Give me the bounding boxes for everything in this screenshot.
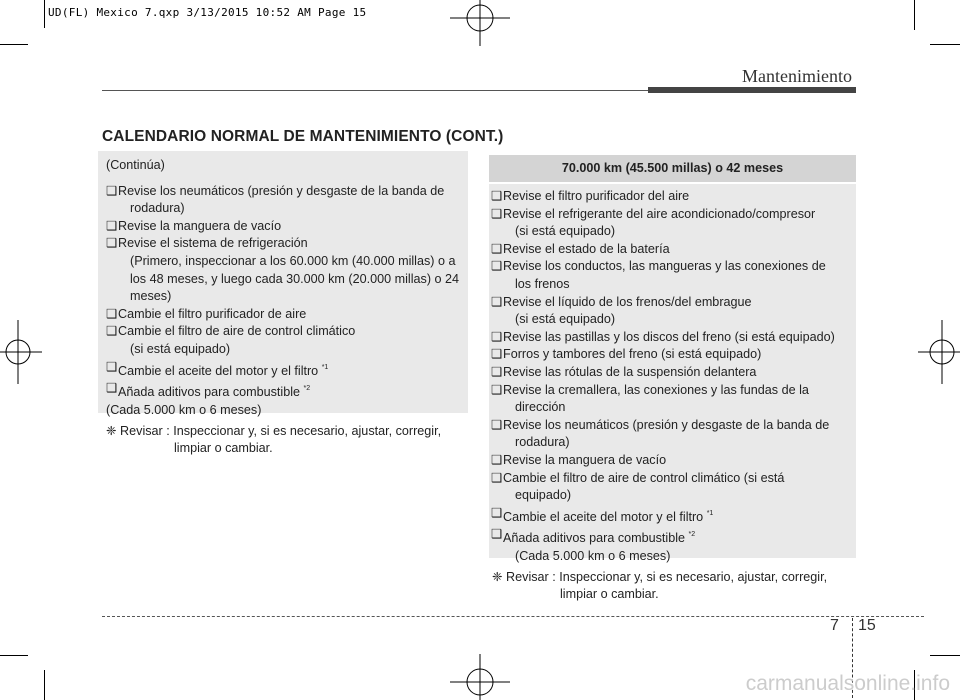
checkbox-icon: ❑ bbox=[491, 329, 503, 344]
item-text: Revise el filtro purificador del aire bbox=[503, 189, 690, 203]
crop-mark bbox=[44, 670, 45, 700]
item-text: Revise la manguera de vacío bbox=[503, 452, 667, 467]
footnote-marker: *1 bbox=[321, 363, 329, 371]
item-text-continued: (si está equipado) bbox=[515, 312, 616, 327]
checkbox-icon: ❑ bbox=[491, 382, 503, 397]
print-header: UD(FL) Mexico 7.qxp 3/13/2015 10:52 AM Page 15 bbox=[48, 6, 367, 19]
registration-mark-icon bbox=[0, 320, 42, 384]
checkbox-icon: ❑ bbox=[106, 324, 118, 339]
item-text: Revise el refrigerante del aire acondicionado/compresor bbox=[503, 206, 816, 221]
item-text-continued: meses) bbox=[130, 289, 172, 304]
header-rule-accent bbox=[648, 87, 856, 93]
item-text-continued: rodadura) bbox=[130, 201, 185, 216]
checklist-item bbox=[106, 323, 460, 358]
registration-mark-icon bbox=[918, 320, 960, 384]
item-text: Cambie el aceite del motor y el filtro $^{*1}$ bbox=[503, 509, 714, 524]
right-legend-note bbox=[492, 569, 854, 603]
checkbox-icon: ❑ bbox=[491, 206, 503, 221]
item-text: Añada aditivos para combustible $^{*2}$ bbox=[118, 385, 311, 400]
continued-label: (Continúa) bbox=[106, 158, 165, 172]
legend-text-continued: limpiar o cambiar. bbox=[174, 441, 273, 455]
item-text-continued: rodadura) bbox=[515, 435, 570, 450]
left-maintenance-box bbox=[98, 151, 468, 417]
checkbox-icon: ❑ bbox=[491, 259, 503, 274]
checkbox-icon: ❑ bbox=[491, 452, 503, 467]
item-text-continued: (si está equipado) bbox=[515, 224, 616, 239]
checklist-item bbox=[491, 258, 854, 293]
item-text: Cambie el filtro de aire de control climático (si está bbox=[503, 470, 785, 485]
item-text: Cambie el filtro purificador de aire bbox=[118, 306, 307, 321]
legend-symbol-icon: ❈ bbox=[492, 570, 503, 584]
item-text-continued: los 48 meses, y luego cada 30.000 km (20.000 millas) o 24 bbox=[130, 271, 460, 286]
page-title: CALENDARIO NORMAL DE MANTENIMIENTO (CONT.) bbox=[102, 128, 504, 145]
chapter-number: 7 bbox=[830, 617, 839, 634]
left-item-list bbox=[106, 183, 460, 402]
legend-text-continued: limpiar o cambiar. bbox=[560, 587, 659, 601]
item-text-continued: (Primero, inspeccionar a los 60.000 km (40.000 millas) o a bbox=[130, 253, 456, 268]
checklist-item bbox=[491, 206, 854, 241]
checkbox-icon: ❑ bbox=[106, 306, 118, 321]
checklist-item bbox=[106, 359, 460, 381]
section-label: Mantenimiento bbox=[742, 66, 852, 86]
checklist-item bbox=[491, 505, 854, 527]
item-text: Revise la manguera de vacío bbox=[118, 218, 282, 233]
footnote-marker: *1 bbox=[706, 509, 714, 517]
checklist-item bbox=[491, 452, 854, 470]
item-text: Forros y tambores del freno (si está equipado) bbox=[503, 347, 762, 362]
item-text: Revise el líquido de los frenos/del embrague bbox=[503, 294, 752, 309]
checkbox-icon: ❑ bbox=[491, 241, 503, 256]
crop-mark bbox=[44, 0, 45, 28]
checkbox-icon: ❑ bbox=[106, 236, 118, 251]
checkbox-icon: ❑ bbox=[491, 294, 503, 309]
checklist-item bbox=[491, 526, 854, 565]
legend-text: Revisar : Inspeccionar y, si es necesario, ajustar, corregir, bbox=[116, 424, 442, 438]
item-text: Revise las pastillas y los discos del freno (si está equipado) bbox=[503, 329, 835, 344]
checkbox-icon: ❑ bbox=[491, 189, 503, 203]
header-rule bbox=[102, 90, 648, 91]
checklist-item bbox=[491, 294, 854, 329]
item-text-continued: (Cada 5.000 km o 6 meses) bbox=[515, 548, 671, 563]
right-item-list bbox=[491, 188, 854, 565]
footnote-marker: *2 bbox=[688, 531, 696, 539]
item-text: Revise los neumáticos (presión y desgaste de la banda de bbox=[118, 183, 445, 198]
crop-mark bbox=[930, 655, 960, 656]
checklist-item bbox=[106, 218, 460, 236]
checklist-item bbox=[106, 235, 460, 305]
left-legend-note bbox=[106, 423, 464, 457]
checkbox-icon: ❑ bbox=[491, 470, 503, 485]
interval-heading: 70.000 km (45.500 millas) o 42 meses bbox=[489, 155, 856, 182]
checklist-item bbox=[491, 241, 854, 259]
checklist-item bbox=[491, 364, 854, 382]
checklist-item bbox=[491, 346, 854, 364]
legend-text: Revisar : Inspeccionar y, si es necesario, ajustar, corregir, bbox=[502, 570, 828, 584]
checkbox-icon: ❑ bbox=[491, 505, 503, 520]
checklist-item bbox=[491, 382, 854, 417]
watermark: carmanualsonline.info bbox=[745, 672, 950, 695]
checkbox-icon: ❑ bbox=[491, 347, 503, 362]
item-text: Añada aditivos para combustible $^{*2}$ bbox=[503, 531, 696, 546]
crop-mark bbox=[914, 0, 915, 30]
legend-symbol-icon: ❈ bbox=[106, 424, 117, 438]
interval-note: (Cada 5.000 km o 6 meses) bbox=[106, 402, 262, 417]
item-text: Revise el estado de la batería bbox=[503, 241, 670, 256]
registration-mark-icon bbox=[450, 0, 510, 46]
checklist-item bbox=[491, 470, 854, 505]
item-text: Revise los neumáticos (presión y desgaste de la banda de bbox=[503, 417, 830, 432]
checklist-item bbox=[106, 380, 460, 402]
item-text: Revise la cremallera, las conexiones y las fundas de la bbox=[503, 382, 809, 397]
checkbox-icon: ❑ bbox=[106, 359, 118, 374]
checklist-item bbox=[491, 329, 854, 347]
item-text: Revise el sistema de refrigeración bbox=[118, 236, 308, 251]
crop-mark bbox=[0, 44, 28, 45]
checklist-item bbox=[106, 306, 460, 324]
footer-divider bbox=[102, 616, 924, 617]
registration-mark-icon bbox=[450, 654, 510, 700]
checkbox-icon: ❑ bbox=[491, 364, 503, 379]
checkbox-icon: ❑ bbox=[106, 183, 118, 198]
checkbox-icon: ❑ bbox=[491, 527, 503, 542]
checklist-item bbox=[491, 417, 854, 452]
checkbox-icon: ❑ bbox=[106, 381, 118, 396]
item-text-continued: los frenos bbox=[515, 276, 570, 291]
checkbox-icon: ❑ bbox=[106, 218, 118, 233]
checkbox-icon: ❑ bbox=[491, 417, 503, 432]
footnote-marker: *2 bbox=[303, 385, 311, 393]
item-text: Revise las rótulas de la suspensión delantera bbox=[503, 364, 757, 379]
checklist-item bbox=[106, 183, 460, 218]
page-number: 15 bbox=[858, 617, 876, 634]
checklist-item bbox=[491, 188, 854, 206]
right-maintenance-box bbox=[489, 182, 856, 563]
crop-mark bbox=[0, 655, 28, 656]
item-text-continued: dirección bbox=[515, 400, 566, 415]
item-text-continued: equipado) bbox=[515, 488, 572, 503]
item-text-continued: (si está equipado) bbox=[130, 341, 231, 356]
item-text: Cambie el aceite del motor y el filtro $^{*1}$ bbox=[118, 363, 329, 378]
item-text: Cambie el filtro de aire de control climático bbox=[118, 324, 356, 339]
item-text: Revise los conductos, las mangueras y las conexiones de bbox=[503, 259, 826, 274]
crop-mark bbox=[930, 44, 960, 45]
